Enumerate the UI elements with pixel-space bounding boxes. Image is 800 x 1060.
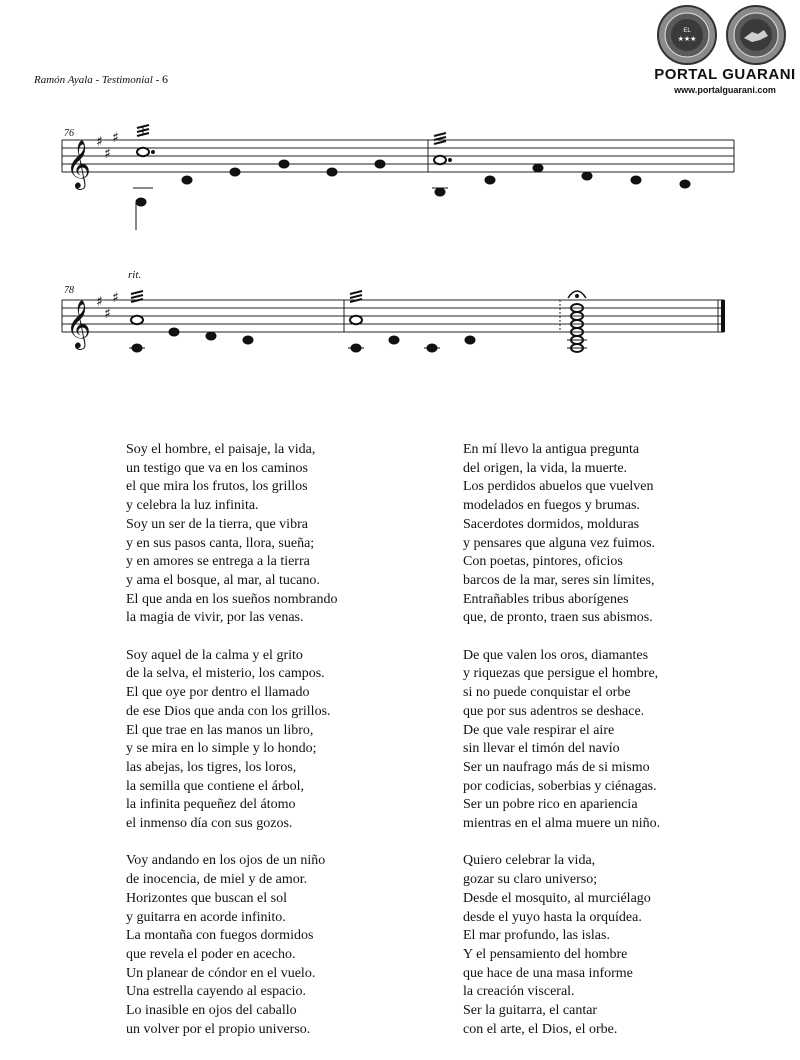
svg-text:♯: ♯: [112, 290, 119, 306]
poem-line: un volver por el propio universo.: [126, 1021, 311, 1037]
site-name: PORTAL GUARANI: [654, 66, 796, 83]
poem-line: mientras en el alma muere un niño.: [463, 816, 661, 832]
poem-line: Voy andando en los ojos de un niño: [126, 853, 326, 869]
treble-clef-icon: 𝄞: [66, 299, 91, 348]
poem-line: y en amores se entrega a la tierra: [126, 554, 310, 570]
seal-left-text: EL: [683, 28, 691, 34]
poem-line: el inmenso día con sus gozos.: [126, 816, 293, 832]
poem-line: barcos de la mar, seres sin límites,: [463, 572, 655, 588]
poem-line: por codicias, soberbias y ciénagas.: [463, 778, 657, 794]
music-score: [0, 0, 800, 420]
poem-line: Sacerdotes dormidos, molduras: [463, 516, 640, 532]
poem-line: En mí llevo la antigua pregunta: [463, 442, 640, 457]
poem-line: Soy aquel de la calma y el grito: [126, 647, 303, 663]
poem-line: Un planear de cóndor en el vuelo.: [126, 965, 316, 981]
poem-line: la creación visceral.: [463, 984, 575, 1000]
poem-line: y riquezas que persigue el hombre,: [463, 666, 659, 682]
svg-text:♯: ♯: [104, 306, 111, 322]
poem-line: Soy el hombre, el paisaje, la vida,: [126, 442, 316, 457]
svg-text:♯: ♯: [112, 130, 119, 146]
poem-line: y pensares que alguna vez fuimos.: [463, 535, 656, 551]
measure-number-78: 78: [64, 285, 74, 296]
poem-line: que, de pronto, traen sus abismos.: [463, 610, 653, 626]
poem-line: que revela el poder en acecho.: [126, 946, 296, 962]
poem-line: Los perdidos abuelos que vuelven: [463, 479, 654, 495]
poem-line: Quiero celebrar la vida,: [463, 853, 596, 869]
poem-line: sin llevar el timón del navío: [463, 741, 620, 757]
poem-line: Lo inasible en ojos del caballo: [126, 1003, 297, 1019]
poem-line: Horizontes que buscan el sol: [126, 890, 287, 906]
stanza: [126, 852, 338, 1039]
site-url[interactable]: www.portalguarani.com: [674, 85, 776, 95]
poem-line: El que trae en las manos un libro,: [126, 722, 314, 738]
poem-line: si no puede conquistar el orbe: [463, 685, 631, 701]
poem-line: la infinita pequeñez del átomo: [126, 797, 296, 813]
poem-line: un testigo que va en los caminos: [126, 460, 308, 476]
poem-line: Soy un ser de la tierra, que vibra: [126, 516, 308, 532]
poem-line: que por sus adentros se deshace.: [463, 703, 645, 719]
poem-line: El que oye por dentro el llamado: [126, 685, 310, 701]
poem-line: Una estrella cayendo al espacio.: [126, 984, 306, 1000]
poem-line: modelados en fuegos y brumas.: [463, 498, 640, 514]
poem-line: De que vale respirar el aire: [463, 722, 615, 738]
poem-line: de ese Dios que anda con los grillos.: [126, 703, 331, 719]
running-title: Ramón Ayala - Testimonial -: [34, 74, 160, 86]
poem-line: la semilla que contiene el árbol,: [126, 778, 305, 794]
svg-text:♯: ♯: [96, 294, 103, 310]
poem-line: El mar profundo, las islas.: [463, 928, 610, 944]
poem-line: La montaña con fuegos dormidos: [126, 928, 314, 944]
measure-number-76: 76: [64, 128, 74, 139]
poem-line: con el arte, el Dios, el orbe.: [463, 1021, 618, 1037]
poem-line: y guitarra en acorde infinito.: [126, 909, 286, 925]
poem-line: las abejas, los tigres, los loros,: [126, 759, 297, 775]
svg-text:★★★: ★★★: [677, 36, 697, 43]
poem-line: Ser un pobre rico en apariencia: [463, 797, 638, 813]
treble-clef-icon: 𝄞: [66, 139, 91, 188]
poem-line: gozar su claro universo;: [463, 872, 598, 888]
poem-line: y ama el bosque, al mar, al tucano.: [126, 572, 320, 588]
poem-line: desde el yuyo hasta la orquídea.: [463, 909, 642, 925]
stanza: [126, 441, 338, 628]
poem-line: el que mira los frutos, los grillos: [126, 479, 308, 495]
svg-text:♯: ♯: [96, 134, 103, 150]
poem-right-column: [463, 441, 660, 1058]
poem-line: Con poetas, pintores, oficios: [463, 554, 623, 570]
poem-line: de inocencia, de miel y de amor.: [126, 872, 308, 888]
poem-line: del origen, la vida, la muerte.: [463, 460, 628, 476]
stanza: [126, 647, 338, 834]
stanza: [463, 441, 660, 628]
svg-text:♯: ♯: [104, 146, 111, 162]
poem-line: la magia de vivir, por las venas.: [126, 610, 304, 626]
poem-line: que hace de una masa informe: [463, 965, 633, 981]
stanza: [463, 647, 660, 834]
poem-left-column: [126, 441, 338, 1058]
poem-line: Desde el mosquito, al murciélago: [463, 890, 651, 906]
tempo-marking: rit.: [128, 269, 142, 281]
poem-line: Ser un naufrago más de si mismo: [463, 759, 650, 775]
poem-line: y celebra la luz infinita.: [126, 498, 259, 514]
page-number: 6: [162, 72, 169, 86]
poem-line: De que valen los oros, diamantes: [463, 647, 649, 663]
poem-line: y en sus pasos canta, llora, sueña;: [126, 535, 315, 551]
poem-line: El que anda en los sueños nombrando: [126, 591, 338, 607]
stanza: [463, 852, 660, 1039]
poem-line: Y el pensamiento del hombre: [463, 946, 628, 962]
poem-line: Ser la guitarra, el cantar: [463, 1003, 598, 1019]
poem-line: Entrañables tribus aborígenes: [463, 591, 629, 607]
poem-line: de la selva, el misterio, los campos.: [126, 666, 325, 682]
poem-line: y se mira en lo simple y lo hondo;: [126, 741, 317, 757]
